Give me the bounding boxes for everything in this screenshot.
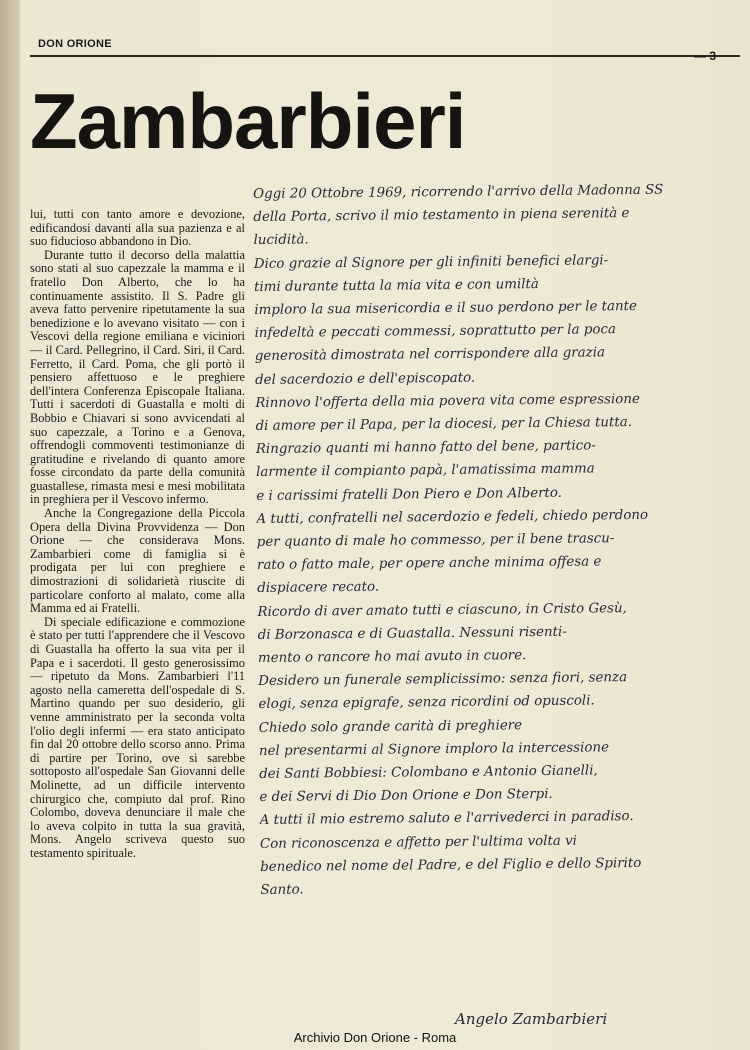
testament-line: Con riconoscenza e affetto per l'ultima volta vi	[259, 833, 577, 852]
testament-line: Santo.	[260, 882, 304, 899]
testament-line: rato o fatto male, per opere anche minima offesa e	[256, 554, 602, 574]
testament-line: elogi, senza epigrafe, senza ricordini od opuscoli.	[258, 693, 595, 713]
testament-line: di Borzonasca e di Guastalla. Nessuni risenti-	[257, 624, 567, 643]
article-paragraph: Durante tutto il decorso della malattia sono stati al suo capezzale la mamma e il fratello Don Alberto, che lo ha continuamente assistito. Il S. Padre gli aveva fatto pervenire ripetutamente la sua benedizione e lo avevano visitato — con i Vescovi della regione emiliana e viciniori — il Card. Pellegrino, il Card. Siri, il Card. Ferretto, il Card. Poma, che gli portò il pensiero affettuoso e le preghiere dell'intera Conferenza Episcopale Italiana. Tutti i sacerdoti di Guastalla e molti di Bobbio e Chiavari si sono avvicendati al suo capezzale, a Torino e a Genova, offrendogli commoventi testimonianze di gratitudine e rivelando di quanto amore fosse circondato da parte della comunità guastallese, rimasta mesi e mesi mobilitata in preghiera per il Vescovo infermo.	[30, 247, 245, 507]
publication-name: DON ORIONE	[38, 38, 112, 50]
article-paragraph: lui, tutti con tanto amore e devozione, edificandosi davanti alla sua pazienza e al suo fiducioso abbandono in Dio.	[30, 207, 245, 249]
testament-line: del sacerdozio e dell'episcopato.	[254, 370, 476, 388]
testament-line: Chiedo solo grande carità di preghiere	[258, 717, 523, 736]
testament-line: larmente il compianto papà, l'amatissima mamma	[255, 461, 595, 481]
article-paragraph: Anche la Congregazione della Piccola Opera della Divina Provvidenza — Don Orione — che considerava Mons. Zambarbieri come di famiglia si è prodigata per lui con preghiere e dimostrazioni di solidarietà riuscite di particolare conforto al malato, come alla Mamma ed ai Fratelli.	[30, 506, 245, 616]
testament-line: A tutti, confratelli nel sacerdozio e fedeli, chiedo perdono	[256, 507, 649, 527]
testament-line: Oggi 20 Ottobre 1969, ricorrendo l'arrivo della Madonna SS	[253, 182, 664, 202]
handwritten-testament	[253, 178, 750, 902]
testament-line: di amore per il Papa, per la diocesi, per la Chiesa tutta.	[255, 415, 633, 435]
testament-line: mento o rancore ho mai avuto in cuore.	[257, 648, 527, 667]
testament-line: Ricordo di aver amato tutti e ciascuno, in Cristo Gesù,	[257, 600, 627, 620]
testament-line: Desidero un funerale semplicissimo: senza fiori, senza	[258, 670, 628, 690]
testament-line: e dei Servi di Dio Don Orione e Don Sterpi.	[259, 787, 553, 806]
article-paragraph: Di speciale edificazione e commozione è stato per tutti l'apprendere che il Vescovo di Guastalla ha offerto la sua vita per il Papa e i sacerdoti. Il gesto generosissimo — ripetuto da Mons. Zambarbieri l'11 agosto nella cameretta dell'ospedale di S. Martino quando per suo desiderio, gli venne amministrato per la seconda volta l'olio degli infermi — era stato anticipato fin dal 20 ottobre dello scorso anno. Prima di partire per Torino, ove si sarebbe sottoposto all'ospedale San Giovanni delle Molinette, ad un difficile intervento chirurgico che, compiuto dal prof. Rino Colombo, doveva denunciare il male che lo aveva colpito in tutta la sua gravità, Mons. Angelo scriveva questo suo testamento spirituale.	[30, 614, 245, 860]
testament-line: nel presentarmi al Signore imploro la intercessione	[258, 740, 610, 759]
article-column	[30, 208, 245, 861]
binding-edge	[0, 0, 20, 1050]
archive-label: Archivio Don Orione - Roma	[293, 1030, 457, 1045]
testament-line: Dico grazie al Signore per gli infiniti benefici elargi-	[253, 252, 609, 272]
testament-line: imploro la sua misericordia e il suo perdono per le tante	[254, 299, 638, 319]
testament-line: generosità dimostrata nel corrispondere alla grazia	[254, 345, 606, 365]
testament-line: A tutti il mio estremo saluto e l'arrivederci in paradiso.	[259, 809, 634, 829]
testament-line: timi durante tutta la mia vita e con umiltà	[254, 276, 539, 295]
testament-line: e i carissimi fratelli Don Piero e Don Alberto.	[256, 485, 563, 504]
testament-line: dei Santi Bobbiesi: Colombano e Antonio Gianelli,	[259, 763, 598, 783]
testament-line: infedeltà e peccati commessi, soprattutto per la poca	[254, 322, 616, 342]
testament-line: lucidità.	[253, 232, 309, 249]
testament-line: benedico nel nome del Padre, e del Figlio e dello Spirito	[260, 855, 642, 875]
page-number: — 3	[694, 49, 717, 63]
testament-line: per quanto di male ho commesso, per il bene trascu-	[256, 531, 615, 551]
testament-line: della Porta, scrivo il mio testamento in piena serenità e	[253, 206, 630, 226]
testament-line: Rinnovo l'offerta della mia povera vita come espressione	[255, 391, 640, 411]
article-title: Zambarbieri	[30, 77, 466, 165]
header-rule	[30, 55, 740, 57]
testament-line: Ringrazio quanti mi hanno fatto del bene, partico-	[255, 438, 596, 458]
handwritten-signature: Angelo Zambarbieri	[455, 1010, 608, 1028]
testament-line: dispiacere recato.	[257, 580, 380, 597]
